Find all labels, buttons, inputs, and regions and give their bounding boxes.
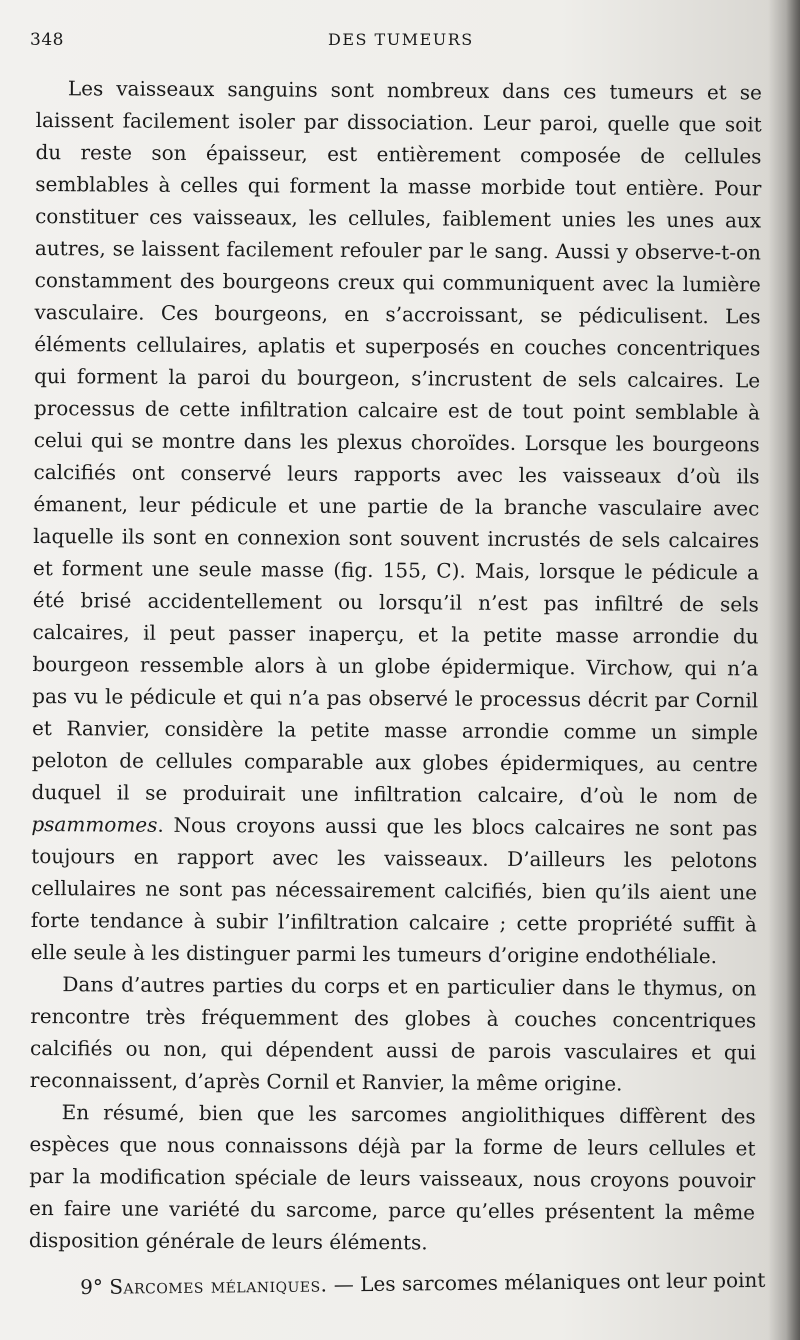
page-number: 348 (30, 30, 64, 50)
section-title: Sarcomes mélaniques. (109, 1272, 328, 1299)
paragraph-summary: En résumé, bien que les sarcomes angiolithiques diffèrent des espèces que nous connaissons déjà par la forme de leurs cellules et par la modification spéciale de leurs vaisseaux, nous croyons pouvoir en faire une variété du sarcome, parce qu’elles présentent la même disposition générale de leurs éléments. (28, 1100, 756, 1255)
running-title: DES TUMEURS (328, 30, 474, 49)
section-heading (80, 1265, 770, 1302)
term-psammomes: psammomes (31, 811, 158, 837)
section-text: — Les sarcomes mélaniques ont leur point (333, 1267, 766, 1297)
paragraph-vessels (31, 72, 762, 972)
paragraph-vessels-text: Les vaisseaux sanguins sont nombreux dans ces tumeurs et se laissent facilement isoler par dissociation. Leur paroi, quelle que soit du reste son épaisseur, est entièrement composée de cellules semblables à celles qui forment la masse morbide tout entière. Pour constituer ces vaisseaux, les cellules, faiblement unies les unes aux autres, se laissent facilement refouler par le sang. Aussi y observe-t-on constamment des bourgeons creux qui communiquent avec la lumière vasculaire. Ces bourgeons, en s’accroissant, se pédiculisent. Les éléments cellulaires, aplatis et superposés en couches concentriques qui forment la paroi du bourgeon, s’incrustent de sels calcaires. Le processus de cette infiltration calcaire est de tout point semblable à celui qui se montre dans les plexus choroïdes. Lorsque les bourgeons calcifiés ont conservé leurs rapports avec les vaisseaux d’où ils émanent, leur pédicule et une partie de la branche vasculaire avec laquelle ils sont en connexion sont souvent incrustés de sels calcaires et forment une seule masse (fig. 155, C). Mais, lorsque le pédicule a été brisé accidentellement ou lorsqu’il n’est pas infiltré de sels calcaires, il peut passer inaperçu, et la petite masse arrondie du bourgeon ressemble alors à un globe épidermique. Virchow, qui n’a pas vu le pédicule et qui n’a pas observé le processus décrit par Cornil et Ranvier, considère la petite masse arrondie comme un simple peloton de cellules comparable aux globes épidermiques, au centre duquel il se produirait une infiltration calcaire, d’où le nom de (31, 76, 762, 809)
paragraph-thymus: Dans d’autres parties du corps et en particulier dans le thymus, on rencontre très fréquemment des globes à couches concentriques calcifiés ou non, qui dépendent aussi de parois vasculaires et qui reconnaissent, d’après Cornil et Ranvier, la même origine. (29, 972, 757, 1096)
paragraph-vessels-text-end: . Nous croyons aussi que les blocs calcaires ne sont pas toujours en rapport avec les vaisseaux. D’ailleurs les pelotons cellulaires ne sont pas nécessairement calcifiés, bien qu’ils aient une forte tendance à subir l’infiltration calcaire ; cette propriété suffit à elle seule à les distinguer parmi les tumeurs d’origine endothéliale. (30, 812, 758, 969)
section-number: 9° (80, 1274, 104, 1299)
page-header (30, 30, 770, 54)
body-text (29, 72, 762, 1260)
page-edge-shadow (786, 0, 800, 1340)
